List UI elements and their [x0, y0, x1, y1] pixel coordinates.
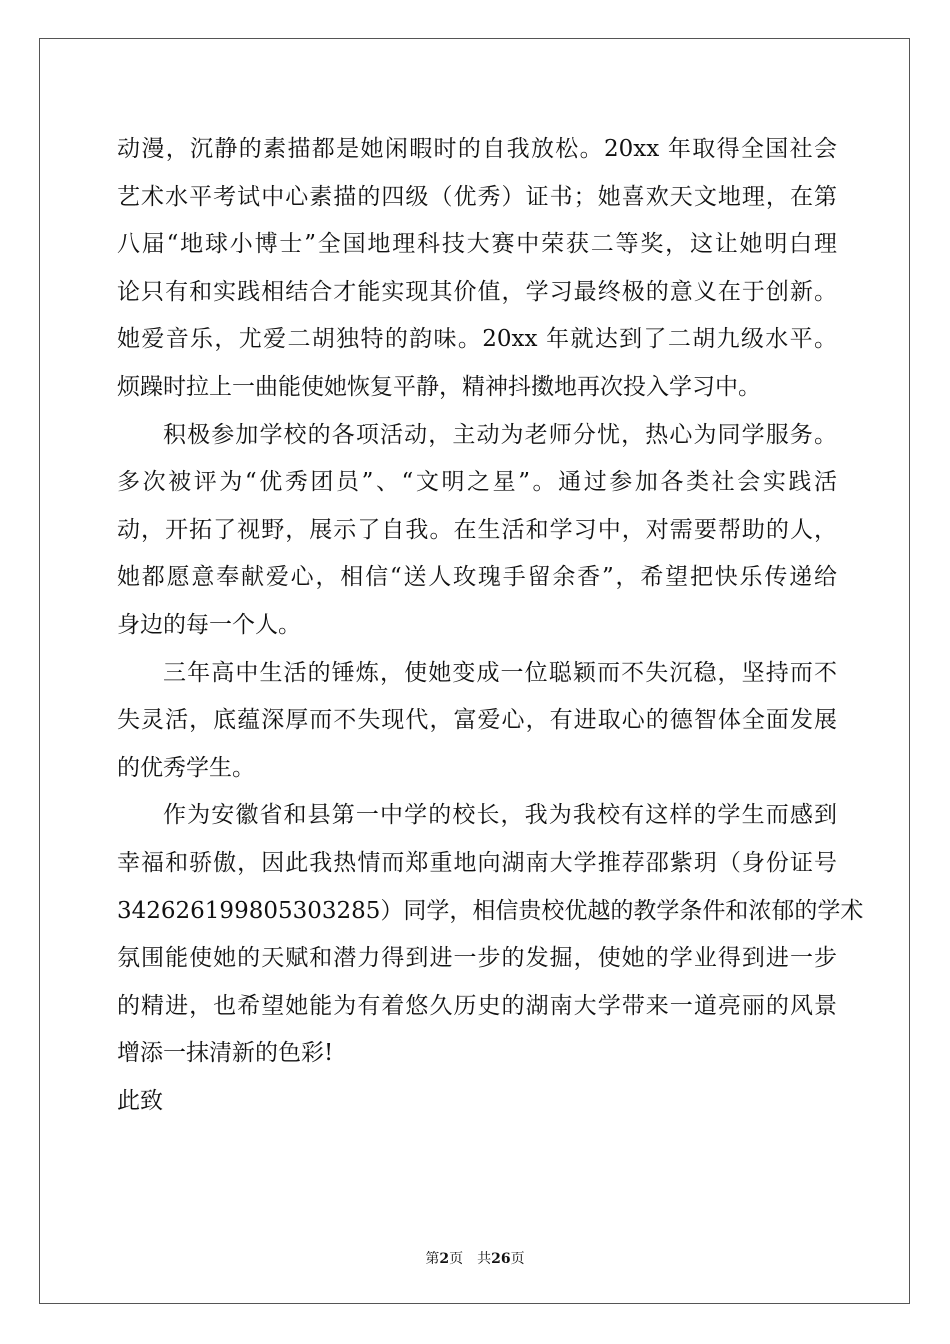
text-line: 幸福和骄傲，因此我热情而郑重地向湖南大学推荐邵紫玥（身份证号	[117, 849, 837, 876]
page-number: 2	[439, 1251, 450, 1267]
text-line: 增添一抹清新的色彩!	[117, 1040, 334, 1067]
text-line: 多次被评为“优秀团员”、“文明之星”。通过参加各类社会实践活	[117, 469, 837, 496]
page-prefix: 第	[425, 1251, 440, 1267]
salutation-closing: 此致	[117, 1087, 163, 1114]
text-line: 八届“地球小博士”全国地理科技大赛中荣获二等奖，这让她明白理	[117, 231, 837, 258]
text-line: 的优秀学生。	[117, 754, 255, 781]
text-line: 的精进，也希望她能为有着悠久历史的湖南大学带来一道亮丽的风景	[117, 992, 837, 1019]
page-footer	[0, 1248, 950, 1268]
letter-body	[117, 126, 864, 1125]
text-line: 动漫，沉静的素描都是她闲暇时的自我放松。20xx 年取得全国社会	[117, 136, 837, 162]
text-line: 失灵活，底蕴深厚而不失现代，富爱心，有进取心的德智体全面发展	[117, 707, 837, 734]
total-suffix: 页	[510, 1251, 525, 1267]
text-line: 三年高中生活的锤炼，使她变成一位聪颖而不失沉稳，坚持而不	[163, 659, 837, 686]
text-line: 动，开拓了视野，展示了自我。在生活和学习中，对需要帮助的人，	[117, 516, 837, 543]
text-line: 342626199805303285）同学，相信贵校优越的教学条件和浓郁的学术	[117, 897, 864, 924]
text-line: 她都愿意奉献爱心，相信“送人玫瑰手留余香”，希望把快乐传递给	[117, 564, 837, 591]
text-line: 她爱音乐，尤爱二胡独特的韵味。20xx 年就达到了二胡九级水平。	[117, 326, 837, 353]
page-suffix: 页	[449, 1251, 464, 1267]
text-line: 论只有和实践相结合才能实现其价值，学习最终极的意义在于创新。	[117, 278, 837, 305]
text-line: 烦躁时拉上一曲能使她恢复平静，精神抖擞地再次投入学习中。	[117, 373, 761, 400]
total-prefix: 共	[477, 1251, 492, 1267]
text-line: 身边的每一个人。	[117, 611, 301, 638]
text-line: 积极参加学校的各项活动，主动为老师分忧，热心为同学服务。	[163, 421, 837, 448]
text-line: 作为安徽省和县第一中学的校长，我为我校有这样的学生而感到	[163, 802, 837, 829]
total-pages: 26	[491, 1251, 511, 1267]
text-line: 氛围能使她的天赋和潜力得到进一步的发掘，使她的学业得到进一步	[117, 945, 837, 972]
text-line: 艺术水平考试中心素描的四级（优秀）证书；她喜欢天文地理，在第	[117, 183, 837, 210]
